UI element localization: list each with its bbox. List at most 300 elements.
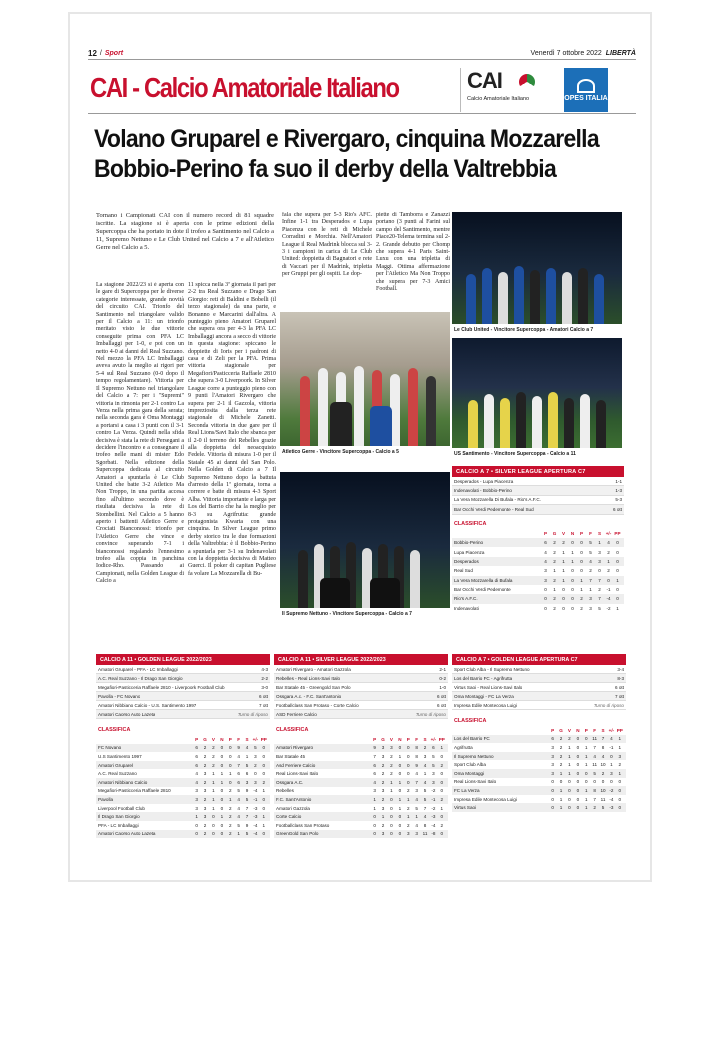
team-name: Corte Calcio [276,814,302,820]
stat-value: 0 [195,822,198,828]
stat-value: 0 [373,822,376,828]
match-score: 3-4 [617,666,624,672]
team-name: Amatori Gruparel [98,762,133,768]
team-name: A.C. Real Suzzano [98,771,137,777]
stat-value: 7 [415,779,418,785]
stat-value: 0 [576,805,580,811]
stat-value: 1 [584,762,588,768]
stat-value: 11 [600,796,606,802]
stat-value: 5 [245,831,249,837]
stat-value: 1 [568,762,571,768]
stat-value: 2 [381,796,385,802]
stat-value: -4 [609,796,614,802]
photo-supremo-nettuno [280,472,450,620]
stat-value: 3 [598,558,601,564]
stat-value: -4 [253,831,258,837]
column-header: V [567,727,571,733]
stat-value: 7 [598,596,601,602]
stat-value: 2 [406,805,410,811]
stat-value: 0 [195,831,198,837]
match-score: 6 ott [259,693,268,699]
stat-value: 1 [212,796,215,802]
column-header: V [211,736,215,742]
stat-value: 2 [553,577,556,583]
stat-value: 0 [398,788,402,794]
stat-value: 1 [562,558,565,564]
standings-row [274,769,448,778]
team-name: Ossgara A.C. [276,779,304,785]
team-name: FC Novano [98,745,122,751]
column-header: S [423,736,427,742]
stat-value: 0 [398,771,402,777]
stat-value: 1 [406,796,410,802]
match-score: 2-1 [439,666,446,672]
stat-value: 0 [220,822,224,828]
stat-value: 0 [440,831,444,837]
column-header: +/- [608,727,615,733]
photo-caption: US Santimento - Vincitore Supercoppa - Calcio a 11 [454,451,576,457]
stat-value: 3 [406,831,410,837]
stat-value: 3 [589,605,592,611]
column-header: F [237,736,241,742]
stat-value: 0 [212,814,215,820]
stat-value: 3 [390,745,393,751]
cai-logo-sub: Calcio Amatoriale Italiano [467,96,530,102]
stat-value: 8 [415,745,418,751]
stat-value: 0 [551,796,554,802]
stat-value: 1 [262,822,266,828]
stat-value: 1 [559,787,563,793]
stat-value: 2 [228,805,232,811]
stat-value: 1 [562,549,565,555]
stat-value: 6 [373,762,376,768]
stat-value: 3 [195,796,198,802]
column-header: PP [614,530,621,536]
stat-value: 0 [220,805,224,811]
stat-value: 0 [616,568,619,574]
stat-value: 4 [415,796,418,802]
stat-value: 3 [598,549,601,555]
stat-value: 0 [571,577,574,583]
stat-value: 10 [600,762,606,768]
stat-value: 1 [568,744,571,750]
opes-logo-text: OPES ITALIA [564,94,608,102]
stat-value: 7 [245,814,249,820]
stat-value: 3 [203,805,207,811]
stat-value: 2 [212,762,215,768]
stat-value: 0 [212,822,215,828]
stat-value: 0 [398,814,402,820]
stat-value: 2 [406,822,410,828]
stat-value: 0 [562,587,565,593]
standings-row [452,795,626,804]
result-row [96,692,270,701]
standings-row [96,752,270,761]
standings-row [452,538,624,547]
classifica-label: CLASSIFICA [98,727,131,733]
banner-title: CAI - Calcio Amatoriale Italiano [90,72,399,103]
standings-row [96,795,270,804]
column-header: P [228,736,232,742]
stat-value: 1 [373,805,376,811]
stat-value: 3 [381,745,385,751]
stat-value: 1 [237,831,240,837]
stat-value: 2 [607,568,610,574]
stat-value: 0 [562,596,565,602]
stat-value: 0 [616,540,619,546]
team-name: Real Lions-Savi Italo [454,779,497,785]
column-header: N [220,736,224,742]
stat-value: -2 [606,605,611,611]
stat-value: 4 [593,753,596,759]
standings-row [274,778,448,787]
stat-value: 3 [203,788,207,794]
stat-value: 0 [607,577,610,583]
column-header: G [552,530,557,536]
stat-value: 1 [607,558,610,564]
section-banner [88,66,636,114]
standings-row [452,778,626,787]
stat-value: 1 [584,805,588,811]
stat-value: 1 [398,753,402,759]
standings-row [96,769,270,778]
stat-value: 3 [551,770,554,776]
headline-line-1: Volano Gruparel e Rivergaro, cinquina Mozzarella [94,125,599,153]
stat-value: 5 [245,762,249,768]
match-name: Bar Statale 45 - Greengold San Polo [276,684,351,690]
column-header: G [203,736,207,742]
column-header: F [415,736,419,742]
stat-value: 0 [610,779,613,785]
issue-date: Venerdì 7 ottobre 2022 [530,50,602,57]
standings-row [96,761,270,770]
stat-value: 1 [568,770,571,776]
match-name: ASD Ferriere Calcio [276,711,317,717]
team-photo-image [452,338,622,448]
stat-value: 4 [415,771,418,777]
team-photo-image [280,312,450,446]
team-name: Lupa Piacenza [454,549,485,555]
stat-value: 4 [415,822,418,828]
team-photo-image [280,472,450,608]
stat-value: 5 [598,605,601,611]
stat-value: 2 [203,779,207,785]
standings-row [452,547,624,556]
match-score: Turno di riposo [237,711,268,717]
stat-value: 0 [584,736,588,742]
stat-value: 3 [618,753,622,759]
result-row [96,665,270,674]
team-name: Amatori Caorso Auto Lazeta [98,831,156,837]
stat-value: 0 [576,744,580,750]
stat-value: 1 [580,587,583,593]
stat-value: -4 [606,596,611,602]
stat-value: 0 [576,770,580,776]
stat-value: 0 [551,787,554,793]
column-header: PP [260,736,267,742]
stat-value: 2 [440,796,444,802]
stat-value: 2 [553,549,556,555]
stat-value: 3 [544,568,547,574]
match-name: Los del Barrio FC - Agrifrutta [454,675,513,681]
stat-value: 11 [422,831,428,837]
stat-value: 2 [390,762,393,768]
stat-value: 2 [598,587,601,593]
stat-value: 0 [568,779,571,785]
stat-value: 1 [589,587,592,593]
standings-row [274,795,448,804]
box-title: CALCIO A 11 • GOLDEN LEAGUE 2022/2023 [96,654,270,665]
stat-value: 2 [390,753,393,759]
stat-value: -2 [609,787,614,793]
column-header: PP [616,727,623,733]
stat-value: 3 [195,805,198,811]
stat-value: 4 [237,805,240,811]
match-score: Turno di riposo [415,711,446,717]
stat-value: 1 [220,814,224,820]
match-name: La Vera Mozzarella Di Bufala - Rio's A.F.C. [454,497,541,503]
stat-value: 9 [245,822,249,828]
stat-value: 3 [589,596,592,602]
team-photo-image [452,212,622,324]
stat-value: 1 [220,779,224,785]
stat-value: 7 [601,736,605,742]
stat-value: 0 [544,596,547,602]
standings-row [96,787,270,796]
stat-value: 2 [559,744,563,750]
stat-value: 3 [551,762,554,768]
stat-value: 1 [228,796,232,802]
stat-value: 3 [381,753,385,759]
stat-value: 3 [432,779,435,785]
stat-value: 2 [580,605,583,611]
column-header: P [195,736,199,742]
stat-value: 0 [228,745,232,751]
stat-value: 0 [593,779,596,785]
result-row [452,692,626,701]
match-score: 1-1 [615,478,622,484]
stat-value: 0 [373,831,376,837]
stat-value: 9 [245,788,249,794]
stat-value: 0 [398,745,402,751]
stat-value: 1 [212,771,215,777]
column-header: P [551,727,555,733]
standings-row [452,743,626,752]
standings-row [274,761,448,770]
match-name: Ossgara A.c. - F.C. Sant'antonio [276,693,342,699]
stat-value: 1 [381,814,385,820]
stat-value: 5 [254,745,257,751]
team-name: Liverpool Football Club [98,805,145,811]
stat-value: 0 [390,805,393,811]
stat-value: 2 [212,745,215,751]
standings-row [452,760,626,769]
photo-le-club-united [452,212,622,336]
photo-us-santimento [452,338,622,460]
standings-row [452,604,624,613]
stat-value: 1 [584,744,588,750]
team-name: U.S Santimento 1997 [98,753,142,759]
stat-value: 2 [589,568,592,574]
stat-value: 1 [262,788,266,794]
standings-row [96,812,270,821]
stat-value: 2 [228,831,232,837]
stat-value: 0 [576,753,580,759]
stat-value: 4 [423,779,427,785]
result-row [274,674,448,683]
stat-value: 0 [571,596,574,602]
stat-value: 0 [212,831,215,837]
stat-value: 0 [406,753,410,759]
stat-value: 0 [254,771,257,777]
result-row [452,665,626,674]
stat-value: 1 [373,796,376,802]
stat-value: 3 [381,805,385,811]
stat-value: 3 [373,788,376,794]
result-row [96,701,270,710]
stat-value: 8 [593,787,596,793]
stat-value: 0 [440,771,444,777]
standings-header [96,735,270,744]
stat-value: 1 [262,814,266,820]
stat-value: 0 [406,779,410,785]
stat-value: 7 [598,577,601,583]
stat-value: 0 [406,762,410,768]
stat-value: 6 [373,771,376,777]
match-name: Amatori Gruparel - PFA - LC Imballaggi [98,666,178,672]
team-name: Amatori Nibbiano Calcio [98,779,148,785]
column-header: G [381,736,385,742]
stat-value: 2 [562,540,565,546]
stat-value: 5 [245,796,249,802]
stat-value: 2 [212,753,215,759]
stat-value: 5 [415,805,418,811]
stat-value: 6 [432,745,435,751]
stat-value: 6 [245,771,249,777]
match-name: Pavolla - FC Novano [98,693,141,699]
column-header: F [593,727,597,733]
column-header: PP [438,736,445,742]
stat-value: 1 [440,745,444,751]
standings-row [452,803,626,812]
stat-value: 1 [559,796,563,802]
photo-caption: Il Supremo Nettuno - Vincitore Supercoppa - Calcio a 7 [282,611,412,617]
match-score: 1-0 [439,684,446,690]
page-folio: 12 / Sport Venerdì 7 ottobre 2022 LIBERTÀ [88,49,636,58]
stat-value: 2 [203,796,207,802]
match-name: Bar Occhi Verdi Pedemonte - Real Sud [454,506,534,512]
team-name: Footballclass San Protaso [276,822,330,828]
classifica-label: CLASSIFICA [454,718,487,724]
stat-value: 1 [562,568,565,574]
standings-row [274,830,448,839]
column-header: S [601,727,605,733]
team-name: Real Sud [454,568,473,574]
stat-value: 1 [245,753,249,759]
stat-value: 2 [406,788,410,794]
team-name: Amatori Gazzola [276,805,310,811]
stat-value: 11 [592,762,598,768]
stat-value: 6 [195,753,198,759]
stat-value: 0 [616,587,619,593]
team-name: Desperados [454,558,479,564]
stat-value: 1 [398,805,402,811]
standings-row [96,804,270,813]
stat-value: 3 [203,771,207,777]
stat-value: 3 [254,753,257,759]
standings-row [452,566,624,575]
standings-row [96,744,270,753]
stat-value: 0 [220,788,224,794]
stat-value: 2 [228,788,232,794]
standings-row [452,769,626,778]
stat-value: 2 [580,596,583,602]
stat-value: 5 [237,788,240,794]
standings-row [274,812,448,821]
stat-value: 6 [237,779,240,785]
match-score: 7 ott [615,693,624,699]
stat-value: 0 [406,771,410,777]
stat-value: 4 [589,558,592,564]
stat-value: 1 [406,814,410,820]
stat-value: 2 [228,822,232,828]
stat-value: 0 [398,762,402,768]
stat-value: 0 [220,831,224,837]
column-header: P [543,530,548,536]
stat-value: 7 [589,577,592,583]
stat-value: -3 [253,805,258,811]
stat-value: 0 [440,788,444,794]
team-name: Impresa Edile Montecosa Luigi [454,796,517,802]
match-name: Rebelles - Real Lions-Savi Italo [276,675,341,681]
stat-value: 0 [390,822,393,828]
stat-value: 0 [571,568,574,574]
stat-value: 0 [551,779,554,785]
page-number: 12 [88,49,97,58]
team-name: Los del Barrio FC [454,736,490,742]
stat-value: 2 [262,779,266,785]
box-title: CALCIO A 11 • SILVER LEAGUE 2022/2023 [274,654,448,665]
match-score: 6 ott [437,702,446,708]
stat-value: 0 [398,822,402,828]
stat-value: 3 [254,779,257,785]
stat-value: 1 [610,762,613,768]
stat-value: -1 [431,796,436,802]
stat-value: 2 [553,540,556,546]
stat-value: 6 [551,736,554,742]
team-name: Megafiori-Pasticceria Raffaele 2810 [98,788,171,794]
match-name: Oma Montaggi - FC La Verza [454,693,514,699]
standings-row [452,786,626,795]
standings-row [452,752,626,761]
match-name: Megafiori-Pasticceria Raffaele 2810 - Liverpoork Football Club [98,684,225,690]
result-row [274,701,448,710]
ball-icon [519,74,535,90]
photo-caption: Le Club United - Vincitore Supercoppa - Amatori Calcio a 7 [454,327,594,333]
column-header: S [245,736,249,742]
standings-row [452,557,624,566]
cai-logo [460,68,546,112]
stat-value: 2 [254,762,257,768]
stat-value: 0 [568,796,571,802]
stat-value: 0 [551,805,554,811]
match-score: 8-3 [617,675,624,681]
stat-value: 3 [203,814,207,820]
stat-value: 4 [544,549,547,555]
stat-value: 2 [440,822,444,828]
stat-value: 4 [237,814,240,820]
stat-value: 0 [262,762,266,768]
